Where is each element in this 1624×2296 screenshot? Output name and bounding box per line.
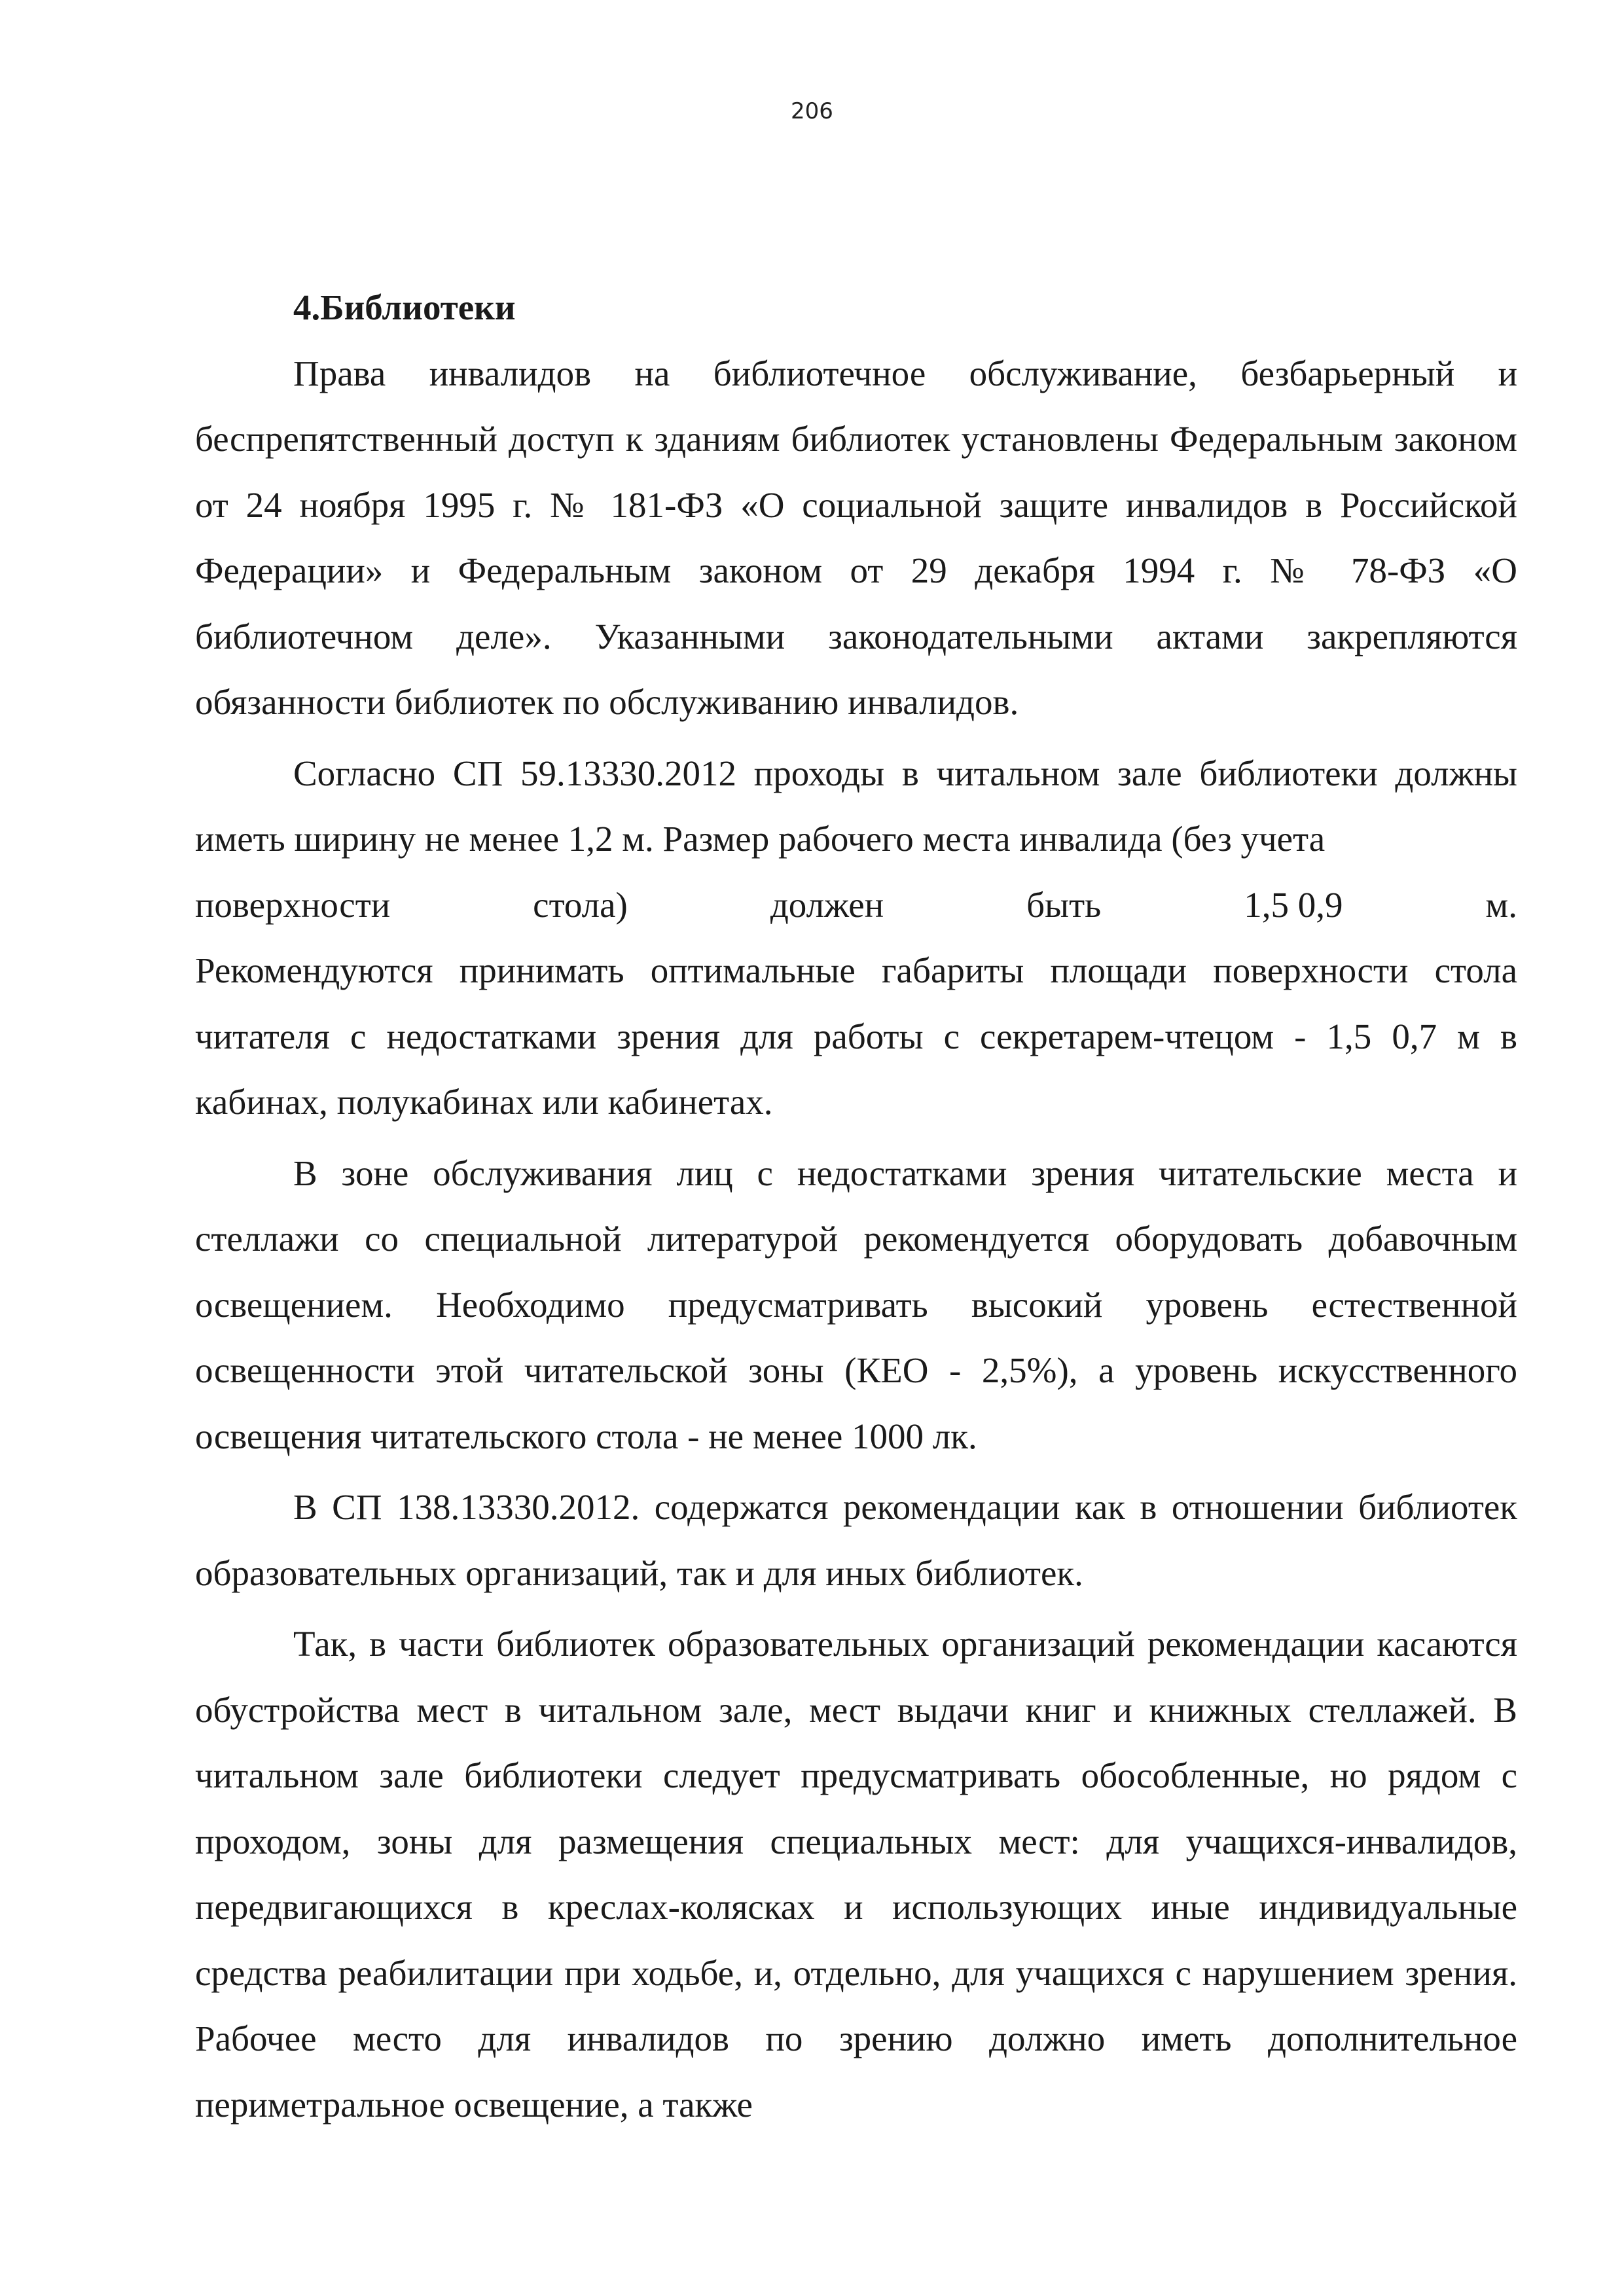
dimension-value: 1,5 0,9 (1244, 884, 1343, 925)
dimension-word: стола) (533, 884, 628, 925)
dimension-word: должен (770, 884, 884, 925)
paragraph-sp138: В СП 138.13330.2012. содержатся рекомендации как в отношении библиотек образовательных организаций, так и для иных библиотек. (195, 1487, 1517, 1593)
paragraph-rights: Права инвалидов на библиотечное обслуживание, безбарьерный и беспрепятственный доступ к зданиям библиотек установлены Федеральным законом от 24 ноября 1995 г. № 181-ФЗ «О социальной защите инвалидов в Российской Федерации» и Федеральным законом от 29 декабря 1994 г. № 78-ФЗ «О библиотечном деле». Указанными законодательными актами закрепляются обязанности библиотек по обслуживанию инвалидов. (195, 353, 1517, 722)
paragraph-table-size: Рекомендуются принимать оптимальные габариты площади поверхности стола читателя с недостатками зрения для работы с секретарем-чтецом - 1,5 0,7 м в кабинах, полукабинах или кабинетах. (195, 950, 1517, 1122)
dimension-unit: м. (1485, 884, 1517, 925)
dimension-word: поверхности (195, 884, 391, 925)
workplace-size-line (195, 872, 1517, 939)
section-heading: 4.Библиотеки (293, 287, 516, 327)
document-body (195, 275, 1517, 2138)
page-number: 206 (791, 98, 833, 124)
dimension-word: быть (1026, 884, 1102, 925)
paragraph-sp59: Согласно СП 59.13330.2012 проходы в читальном зале библиотеки должны иметь ширину не менее 1,2 м. Размер рабочего места инвалида (без учета (195, 753, 1517, 859)
paragraph-educational-libraries: Так, в части библиотек образовательных организаций рекомендации касаются обустройства мест в читальном зале, мест выдачи книг и книжных стеллажей. В читальном зале библиотеки следует предусматривать обособленные, но рядом с проходом, зоны для размещения специальных мест: для учащихся-инвалидов, передвигающихся в креслах-колясках и использующих иные индивидуальные средства реабилитации при ходьбе, и, отдельно, для учащихся с нарушением зрения. Рабочее место для инвалидов по зрению должно иметь дополнительное периметральное освещение, а также (195, 1624, 1517, 2125)
paragraph-lighting: В зоне обслуживания лиц с недостатками зрения читательские места и стеллажи со специальной литературой рекомендуется оборудовать добавочным освещением. Необходимо предусматривать высокий уровень естественной освещенности этой читательской зоны (КЕО - 2,5%), а уровень искусственного освещения читательского стола - не менее 1000 лк. (195, 1153, 1517, 1456)
